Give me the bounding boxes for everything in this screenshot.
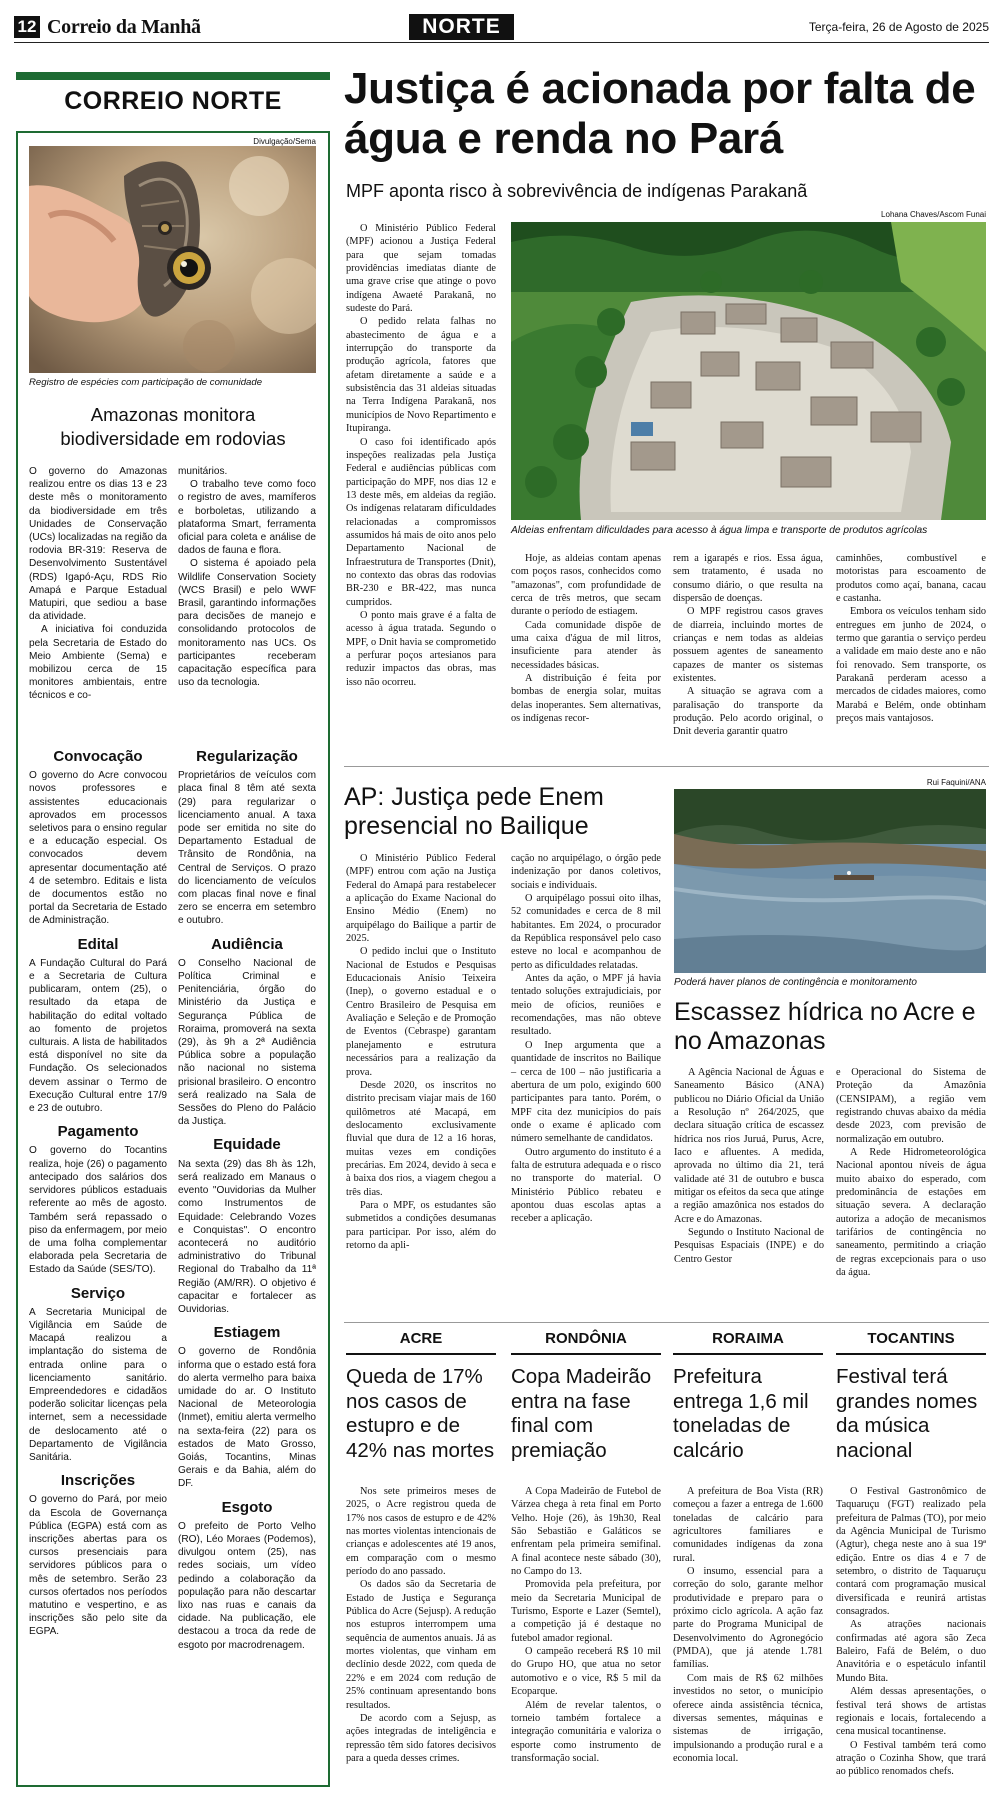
paragraph: Outro argumento do instituto é a falta de estrutura adequada e o risco no transporte do material. O Ministério Público rebateu e apontou duas escolas aptas a receber a aplicação. bbox=[511, 1146, 661, 1225]
sidebar-notes-col1 bbox=[29, 746, 167, 1639]
note-title: Esgoto bbox=[221, 1498, 273, 1516]
paragraph: Hoje, as aldeias contam apenas com poços rasos, conhecidos como "amazonas", com profundidade de cerca de três metros, que secam durante o período de estiagem. bbox=[511, 553, 661, 618]
note-title: Convocação bbox=[53, 748, 143, 765]
main-photo-caption: Aldeias enfrentam dificuldades para acesso à água limpa e transporte de produtos agrícolas bbox=[511, 525, 928, 536]
paragraph: A Agência Nacional de Águas e Saneamento Básico (ANA) publicou no Diário Oficial da União a Resolução nº 264/2025, que declara situação crítica de escassez hídrica nos rios Juruá, Purus, Acre, Iaco e afluentes. A medida, aprovada no último dia 21, terá validade até 31 de outubro e busca mitigar os efeitos da seca que atinge a região amazônica nos estados do Acre e do Amazonas. bbox=[674, 1067, 824, 1225]
state-headline: Queda de 17% nos casos de estupro e de 42% nas mortes bbox=[346, 1365, 495, 1462]
state-tag: RORAIMA bbox=[673, 1330, 823, 1355]
paragraph: A Copa Madeirão de Futebol de Várzea chega à reta final em Porto Velho. Hoje (26), às 19h30, Real São Sebastião e Galáticos se enfrentam pela primeira semifinal. A final acontece neste sábado (30), no Campo do 13. bbox=[511, 1486, 661, 1578]
note-text: O governo de Rondônia informa que o estado está fora do alerta vermelho para baixa umidade do ar. O Instituto Nacional de Meteorologia (Inmet), emitiu alerta vermelho na sexta-feira (22) para os estados de Mato Grosso, Goiás, Tocantins, Minas Gerais e da Bahia, além do DF. bbox=[178, 1346, 316, 1490]
paragraph: O trabalho teve como foco o registro de aves, mamíferos e borboletas, utilizando a plataforma Smart, ferramenta oficial para coleta e análise de dados de fauna e flora. bbox=[178, 479, 316, 557]
sidebar-top-bar bbox=[16, 72, 330, 80]
state-column-tocantins bbox=[836, 1330, 986, 1779]
note-title: Equidade bbox=[213, 1136, 281, 1154]
paragraph: Nos sete primeiros meses de 2025, o Acre registrou queda de 17% nos casos de estupro e de 42% nas mortes violentas intencionais de crianças e adolescentes até 19 anos, em comparação com o mesmo período do ano passado. bbox=[346, 1486, 496, 1578]
paragraph: Com mais de R$ 62 milhões investidos no setor, o município oferece ainda assistência técnica, diversas sementes, máquinas e sistemas de irrigação, impulsionando a produção rural e a economia local. bbox=[673, 1672, 823, 1764]
paragraph: Além dessas apresentações, o festival terá shows de artistas regionais e locais, fortalecendo a cena musical tocantinense. bbox=[836, 1686, 986, 1738]
paragraph: O ponto mais grave é a falta de acesso à água tratada. Segundo o MPF, o Dnit havia se comprometido a perfurar poços artesianos para reduzir impactos das obras, mas isso não ocorreu. bbox=[346, 609, 496, 688]
river-photo bbox=[674, 789, 986, 973]
paragraph: Além de revelar talentos, o torneio também fortalece a integração comunitária e valoriza o esporte como instrumento de transformação social. bbox=[511, 1699, 661, 1764]
paragraph: A prefeitura de Boa Vista (RR) começou a fazer a entrega de 1.600 toneladas de calcário para agricultores familiares e comunidades indígenas da zona rural. bbox=[673, 1486, 823, 1564]
note-title: Inscrições bbox=[60, 1472, 136, 1490]
main-col1 bbox=[346, 222, 496, 689]
note-text: O Conselho Nacional de Política Criminal e Penitenciária, órgão do Ministério da Justiça e Segurança Pública de Roraima, promoverá na sexta (29), às 9h a 2ª Audiência Pública sobre a população não nacional no sistema prisional brasileiro. O encontro será realizado na Sala de Sessões do Pleno do Palácio da Justiça. bbox=[178, 957, 316, 1128]
main-headline: Justiça é acionada por falta de água e renda no Pará bbox=[344, 64, 976, 163]
sidebar-title: CORREIO NORTE bbox=[64, 87, 282, 115]
note-text: O governo do Pará, por meio da Escola de Governança Pública (EGPA) está com as inscrições abertas para os cursos presenciais para servidores públicos para o mês de setembro. Serão 23 cursos ofertados nos períodos matutino e vespertino, e as inscrições são pelo site da EGPA. bbox=[29, 1494, 167, 1638]
paragraph: O sistema é apoiado pela Wildlife Conservation Society (WCS Brasil) e pelo WWF Brasil, garantindo informações para decisões de manejo e consolidando protocolos de monitoramento nas UCs. Os participantes receberam capacitação específica para uso da tecnologia. bbox=[178, 558, 316, 689]
paragraph: O Festival também terá como atração o Cozinha Show, que trará ao público renomados chefs. bbox=[836, 1739, 986, 1778]
page-number: 12 bbox=[14, 16, 40, 38]
paragraph: rem a igarapés e rios. Essa água, sem tratamento, é usada no consumo diário, o que resulta na dispersão de doenças. bbox=[673, 553, 823, 605]
main-col3 bbox=[673, 552, 823, 739]
paragraph: A iniciativa foi conduzida pela Secretaria de Estado do Meio Ambiente (Sema) e mobilizou cerca de 15 monitores ambientais, entre técnicos e co- bbox=[29, 624, 167, 702]
paragraph: O insumo, essencial para a correção do solo, garante melhor produtividade e preparo para o próximo ciclo agrícola. A ação faz parte do Programa Municipal de Desenvolvimento do Agronegócio (PMDA), que já atende 1.781 famílias. bbox=[673, 1566, 823, 1671]
note-text: O governo do Tocantins realiza, hoje (26) o pagamento antecipado dos salários dos servidores públicos estaduais referente ao mês de agosto. Também será repassado o piso da enfermagem, por meio de uma folha complementar elaborada pela Secretaria de Estado da Saúde (SES/TO). bbox=[29, 1145, 167, 1276]
state-column-roraima bbox=[673, 1330, 823, 1765]
paragraph: O Ministério Público Federal (MPF) entrou com ação na Justiça Federal do Amapá para restabelecer a aplicação do Exame Nacional do Ensino Médio (Enem) no arquipélago do Bailique a partir de 2025. bbox=[346, 853, 496, 945]
paragraph: caminhões, combustível e motoristas para escoamento de produtos como açaí, banana, cacau e castanha. bbox=[836, 553, 986, 605]
paragraph: Promovida pela prefeitura, por meio da Secretaria Municipal de Turismo, Esporte e Lazer (Semtel), a competição já é destaque no futebol amador regional. bbox=[511, 1579, 661, 1644]
main-col2 bbox=[511, 552, 661, 725]
page-header bbox=[14, 14, 989, 44]
paragraph: A Rede Hidrometeorológica Nacional apontou níveis de água muito abaixo do esperado, com predominância de estações em situação severa. A declaração autoriza a adoção de mecanismos tarifários de contingência no saneamento, permitindo a criação de regras excepcionais para o uso da água. bbox=[836, 1147, 986, 1279]
village-aerial-photo bbox=[511, 222, 986, 520]
state-headline: Prefeitura entrega 1,6 mil toneladas de calcário bbox=[673, 1365, 809, 1462]
paragraph: O pedido relata falhas no abastecimento de água e a interrupção do transporte da produção agrícola, fatores que afetam diretamente a saúde e a subsistência das 31 aldeias situadas na Terra Indígena Parakanã, nos municípios de Novo Repartimento e Itupiranga. bbox=[346, 316, 496, 435]
paragraph: O governo do Amazonas realizou entre os dias 13 e 23 deste mês o monitoramento da biodiversidade em três Unidades de Conservação (UCs) localizadas na região da rodovia BR-319: Reserva de Desenvolvimento Sustentável (RDS) Igapó-Açu, RDS Rio Amapá e Parque Estadual Matupiri, que sediou a base da atividade. bbox=[29, 466, 168, 623]
note-text: O governo do Acre convocou novos professores e assistentes educacionais aprovados em processos seletivos para o ensino regular e a educação especial. Os convocados devem apresentar documentação até 4 de setembro. Editais e lista de documentos estão no portal da Secretaria de Estado de Administração. bbox=[29, 770, 167, 927]
note-title: Audiência bbox=[211, 935, 283, 953]
paragraph: O Festival Gastronômico de Taquaruçu (FGT) realizado pela prefeitura de Palmas (TO), por meio da Agência Municipal de Turismo (Agtur), chega neste ano à sua 19ª edição. Entre os dias 4 e 7 de setembro, o distrito de Taquaruçu contará com programação musical diversificada e reunirá artistas consagrados. bbox=[836, 1486, 986, 1618]
paragraph: O campeão receberá R$ 10 mil do Grupo HO, que atua no setor automotivo e o vice, R$ 5 mil da Ecoparque. bbox=[511, 1646, 661, 1698]
paragraph: O arquipélago possui oito ilhas, 52 comunidades e cerca de 8 mil habitantes. Em 2024, o procurador da República responsável pelo caso esteve no local e acompanhou de perto as dificuldades relatadas. bbox=[511, 893, 661, 971]
paragraph: O MPF registrou casos graves de diarreia, incluindo mortes de crianças e nem todas as aldeias possuem agentes de saneamento capazes de manter os sistemas existentes. bbox=[673, 606, 823, 685]
note-text: Na sexta (29) das 8h às 12h, será realizado em Manaus o evento "Ouvidorias da Mulher como Instrumentos de Equidade: Celebrando Vozes e Conquistas". O encontro acontecerá no auditório administrativo do Tribunal Regional do Trabalho da 11ª Região (AM/RR). O objetivo é capacitar e fortalecer as Ouvidorias. bbox=[178, 1158, 316, 1315]
main-subhead: MPF aponta risco à sobrevivência de indígenas Parakanã bbox=[346, 181, 808, 201]
note-title: Regularização bbox=[196, 748, 298, 765]
state-tag: ACRE bbox=[346, 1330, 496, 1355]
acre-am-col1 bbox=[674, 1066, 824, 1266]
page-date: Terça-feira, 26 de Agosto de 2025 bbox=[808, 20, 989, 34]
section-label: NORTE bbox=[409, 14, 514, 40]
paragraph: De acordo com a Sejusp, as ações integradas de inteligência e repressão têm sido fatores decisivos para a queda desses crimes. bbox=[346, 1712, 496, 1764]
paragraph: munitários. bbox=[178, 466, 228, 477]
state-headline: Festival terá grandes nomes da música nacional bbox=[836, 1365, 978, 1462]
note-title: Edital bbox=[77, 935, 119, 953]
paragraph: A distribuição é feita por bombas de energia solar, muitas delas inoperantes. Sem alternativas, os indígenas recor- bbox=[511, 673, 661, 725]
note-text: A Fundação Cultural do Pará e a Secretaria de Cultura publicaram, ontem (25), o resultado da etapa de habilitação do edital voltado ao fomento de projetos culturais. A lista de habilitados está disponível no site da Fundação. Os selecionados devem assinar o Termo de Execução Cultural entre 17/9 e 23 de outubro. bbox=[29, 957, 167, 1115]
acre-am-col2 bbox=[836, 1066, 986, 1280]
note-title: Pagamento bbox=[57, 1123, 139, 1141]
header-rule bbox=[14, 42, 989, 43]
bottom-rule bbox=[344, 1322, 989, 1323]
ap-col1 bbox=[346, 852, 496, 1252]
state-headline: Copa Madeirão entra na fase final com premiação bbox=[511, 1365, 652, 1462]
sidebar-lead-col1 bbox=[29, 465, 167, 703]
note-text: O prefeito de Porto Velho (RO), Léo Moraes (Podemos), divulgou ontem (25), nas redes sociais, um vídeo pedindo a colaboração da população para não descartar lixo nas ruas e canais da cidade. Na publicação, ele destacou a troca da rede de esgoto por macrodrenagem. bbox=[178, 1520, 316, 1651]
sidebar-notes-col2 bbox=[178, 746, 316, 1652]
river-photo-caption: Poderá haver planos de contingência e monitoramento bbox=[674, 977, 917, 988]
paragraph: O Inep argumenta que a quantidade de inscritos no Bailique – cerca de 100 – não justificaria a abertura de um polo, exigindo 600 participantes para tanto. Porém, o MPF cita dez municípios do país onde o exame é aplicado com número semelhante de candidatos. bbox=[511, 1039, 661, 1145]
paragraph: Cada comunidade dispõe de uma caixa d'água de mil litros, insuficiente para atender às necessidades básicas. bbox=[511, 619, 661, 671]
river-photo-credit: Rui Faquini/ANA bbox=[926, 778, 986, 787]
state-tag: RONDÔNIA bbox=[511, 1330, 661, 1355]
sidebar-photo-caption: Registro de espécies com participação de comunidade bbox=[29, 377, 263, 388]
butterfly-photo bbox=[29, 146, 316, 373]
paragraph: A situação se agrava com a paralisação do transporte da produção. Pelo acordo original, o Dnit deveria garantir quatro bbox=[673, 686, 823, 738]
paragraph: Embora os veículos tenham sido entregues em junho de 2024, o termo que garantia o serviço perdeu a validade em maio deste ano e não foi renovado. Sem transporte, os Parakanã perderam acesso a mercados de cidades maiores, como Marabá e Belém, onde obtinham preços mais vantajosos. bbox=[836, 606, 986, 725]
ap-col2 bbox=[511, 852, 661, 1226]
paragraph: O pedido inclui que o Instituto Nacional de Estudos e Pesquisas Educacionais Anísio Teixeira (Inep), o governo estadual e o Centro Brasileiro de Pesquisa em Avaliação e Seleção e de Promoção de Eventos (Cebraspe) garantam planejamento e estrutura necessários para a realização da prova. bbox=[346, 946, 496, 1078]
note-title: Serviço bbox=[70, 1284, 126, 1302]
note-title: Estiagem bbox=[213, 1324, 281, 1342]
paragraph: Segundo o Instituto Nacional de Pesquisas Espaciais (INPE) e do Centro Gestor bbox=[674, 1227, 824, 1265]
masthead-logo: Correio da Manhã bbox=[47, 16, 201, 38]
acre-am-headline: Escassez hídrica no Acre e no Amazonas bbox=[674, 998, 976, 1055]
ap-headline: AP: Justiça pede Enem presencial no Bailique bbox=[344, 783, 604, 840]
main-col4 bbox=[836, 552, 986, 725]
paragraph: O Ministério Público Federal (MPF) acionou a Justiça Federal para que sejam tomadas providências imediatas diante de uma grave crise que atinge o povo indígena Awaeté Parakanã, no sudeste do Pará. bbox=[346, 223, 496, 315]
paragraph: cação no arquipélago, o órgão pede indenização por danos coletivos, sociais e individuais. bbox=[511, 853, 661, 891]
paragraph: Os dados são da Secretaria de Estado de Justiça e Segurança Pública do Acre (Sejusp). A redução nos estupros interrompem uma sequência de aumentos anuais. Já as mortes violentas, que vinham em declínio desde 2022, com queda de 22% e em 2024 com redução de 25% continuam apresentando bons resultados. bbox=[346, 1579, 496, 1711]
paragraph: Desde 2020, os inscritos no distrito precisam viajar mais de 160 quilômetros até Macapá, em deslocamento exclusivamente fluvial que dura de 12 a 16 horas, muitas vezes em condições precárias. Em 2024, devido à seca e à baixa dos rios, a viagem chegou a três dias. bbox=[346, 1079, 496, 1198]
section-rule bbox=[344, 766, 989, 767]
main-photo-credit: Lohana Chaves/Ascom Funai bbox=[881, 210, 986, 219]
note-text: Proprietários de veículos com placa final 8 têm até sexta (29) para regularizar o licenciamento anual. A taxa pode ser emitida no site do Departamento Estadual de Trânsito de Rondônia, na Central de Serviços. O prazo do licenciamento de veículos com placas final nove e final zero se encerra em setembro e outubro. bbox=[178, 770, 316, 927]
state-tag: TOCANTINS bbox=[836, 1330, 986, 1355]
paragraph: Antes da ação, o MPF já havia tentado soluções extrajudiciais, por meio de ofícios, reuniões e recomendações, mas não obteve resultado. bbox=[511, 973, 661, 1038]
note-text: A Secretaria Municipal de Vigilância em Saúde de Macapá realizou a implantação do sistema de entrada online para o licenciamento sanitário. Empreendedores e cidadãos poderão solicitar licenças pela internet, sem a necessidade de deslocamento até o Departamento de Vigilância Sanitária. bbox=[29, 1306, 167, 1463]
paragraph: e Operacional do Sistema de Proteção da Amazônia (CENSIPAM), a região vem registrando chuvas abaixo da média desde 2023, com previsão de normalização em outubro. bbox=[836, 1067, 986, 1145]
paragraph: O caso foi identificado após inspeções realizadas pela Justiça Federal e audiências públicas com participação do MPF, nos dias 12 e 13 deste mês, em aldeias da região. Os indígenas relataram dificuldades relacionadas a compromissos assumidos há mais de oito anos pelo Departamento Nacional de Infraestrutura de Transportes (Dnit), no contexto das obras das rodovias BR-230 e BR-422, mas nunca cumpridos. bbox=[346, 436, 496, 608]
state-column-rondonia bbox=[511, 1330, 661, 1765]
paragraph: Para o MPF, os estudantes são submetidos a condições desumanas para participar. Por isso, além do retorno da apli- bbox=[346, 1199, 496, 1251]
sidebar-headline: Amazonas monitora biodiversidade em rodovias bbox=[60, 404, 286, 449]
sidebar-lead-col2 bbox=[178, 465, 316, 689]
state-column-acre bbox=[346, 1330, 496, 1765]
paragraph: As atrações nacionais confirmadas até agora são Zeca Baleiro, Fafá de Belém, o duo Anavitória e o espetáculo infantil Mundo Bita. bbox=[836, 1619, 986, 1684]
sidebar-photo-credit: Divulgação/Sema bbox=[253, 137, 316, 146]
